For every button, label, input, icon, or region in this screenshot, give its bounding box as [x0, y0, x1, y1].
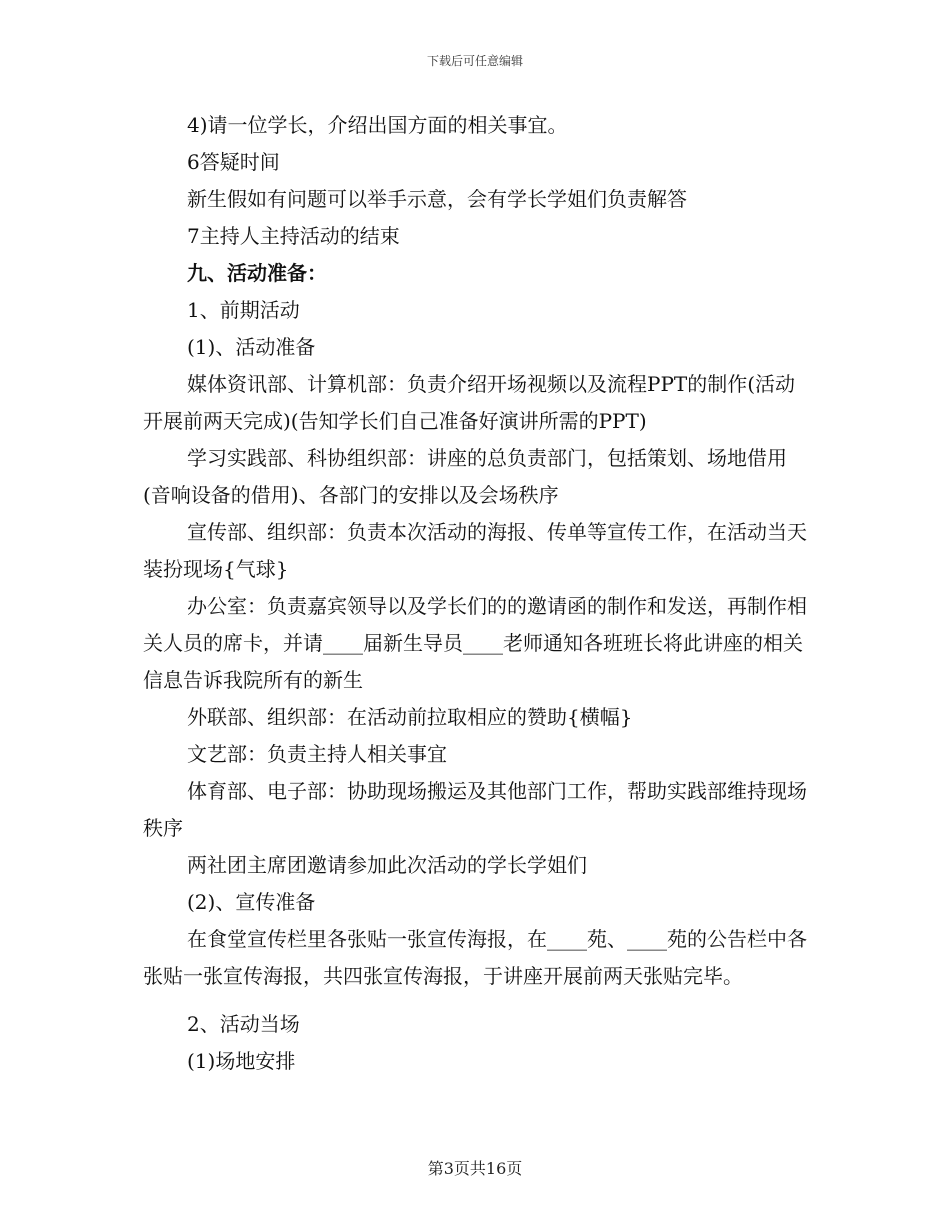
body-paragraph: 宣传部、组织部：负责本次活动的海报、传单等宣传工作，在活动当天装扮现场{气球} — [143, 520, 807, 581]
document-body — [143, 107, 809, 1080]
subsection-heading: (2)、宣传准备 — [187, 890, 316, 914]
body-paragraph: 在食堂宣传栏里各张贴一张宣传海报，在____苑、____苑的公告栏中各张贴一张宣传海报，共四张宣传海报，于讲座开展前两天张贴完毕。 — [143, 927, 807, 988]
body-paragraph: 媒体资讯部、计算机部：负责介绍开场视频以及流程PPT的制作(活动开展前两天完成)(告知学长们自己准备好演讲所需的PPT) — [143, 372, 796, 433]
section-heading: 2、活动当场 — [187, 1012, 300, 1036]
section-heading: 7主持人主持活动的结束 — [187, 224, 400, 248]
list-item: 4)请一位学长，介绍出国方面的相关事宜。 — [187, 113, 568, 137]
section-heading: 1、前期活动 — [187, 298, 300, 322]
body-paragraph: 体育部、电子部：协助现场搬运及其他部门工作，帮助实践部维持现场秩序 — [143, 779, 807, 840]
body-paragraph: 办公室：负责嘉宾领导以及学长们的的邀请函的制作和发送，再制作相关人员的席卡，并请____届新生导员____老师通知各班班长将此讲座的相关信息告诉我院所有的新生 — [143, 594, 807, 692]
subsection-heading: (1)场地安排 — [187, 1049, 296, 1073]
body-paragraph: 新生假如有问题可以举手示意，会有学长学姐们负责解答 — [187, 187, 687, 211]
body-paragraph: 学习实践部、科协组织部：讲座的总负责部门，包括策划、场地借用(音响设备的借用)、各部门的安排以及会场秩序 — [143, 446, 787, 507]
body-paragraph: 文艺部：负责主持人相关事宜 — [187, 742, 447, 766]
subsection-heading: (1)、活动准备 — [187, 335, 316, 359]
page-header: 下载后可任意编辑 — [426, 54, 523, 68]
body-paragraph: 外联部、组织部：在活动前拉取相应的赞助{横幅} — [187, 705, 633, 729]
body-paragraph: 两社团主席团邀请参加此次活动的学长学姐们 — [187, 853, 587, 877]
chapter-heading: 九、活动准备： — [187, 261, 327, 285]
section-heading: 6答疑时间 — [187, 150, 280, 174]
page-footer: 第3页共16页 — [427, 1159, 523, 1178]
